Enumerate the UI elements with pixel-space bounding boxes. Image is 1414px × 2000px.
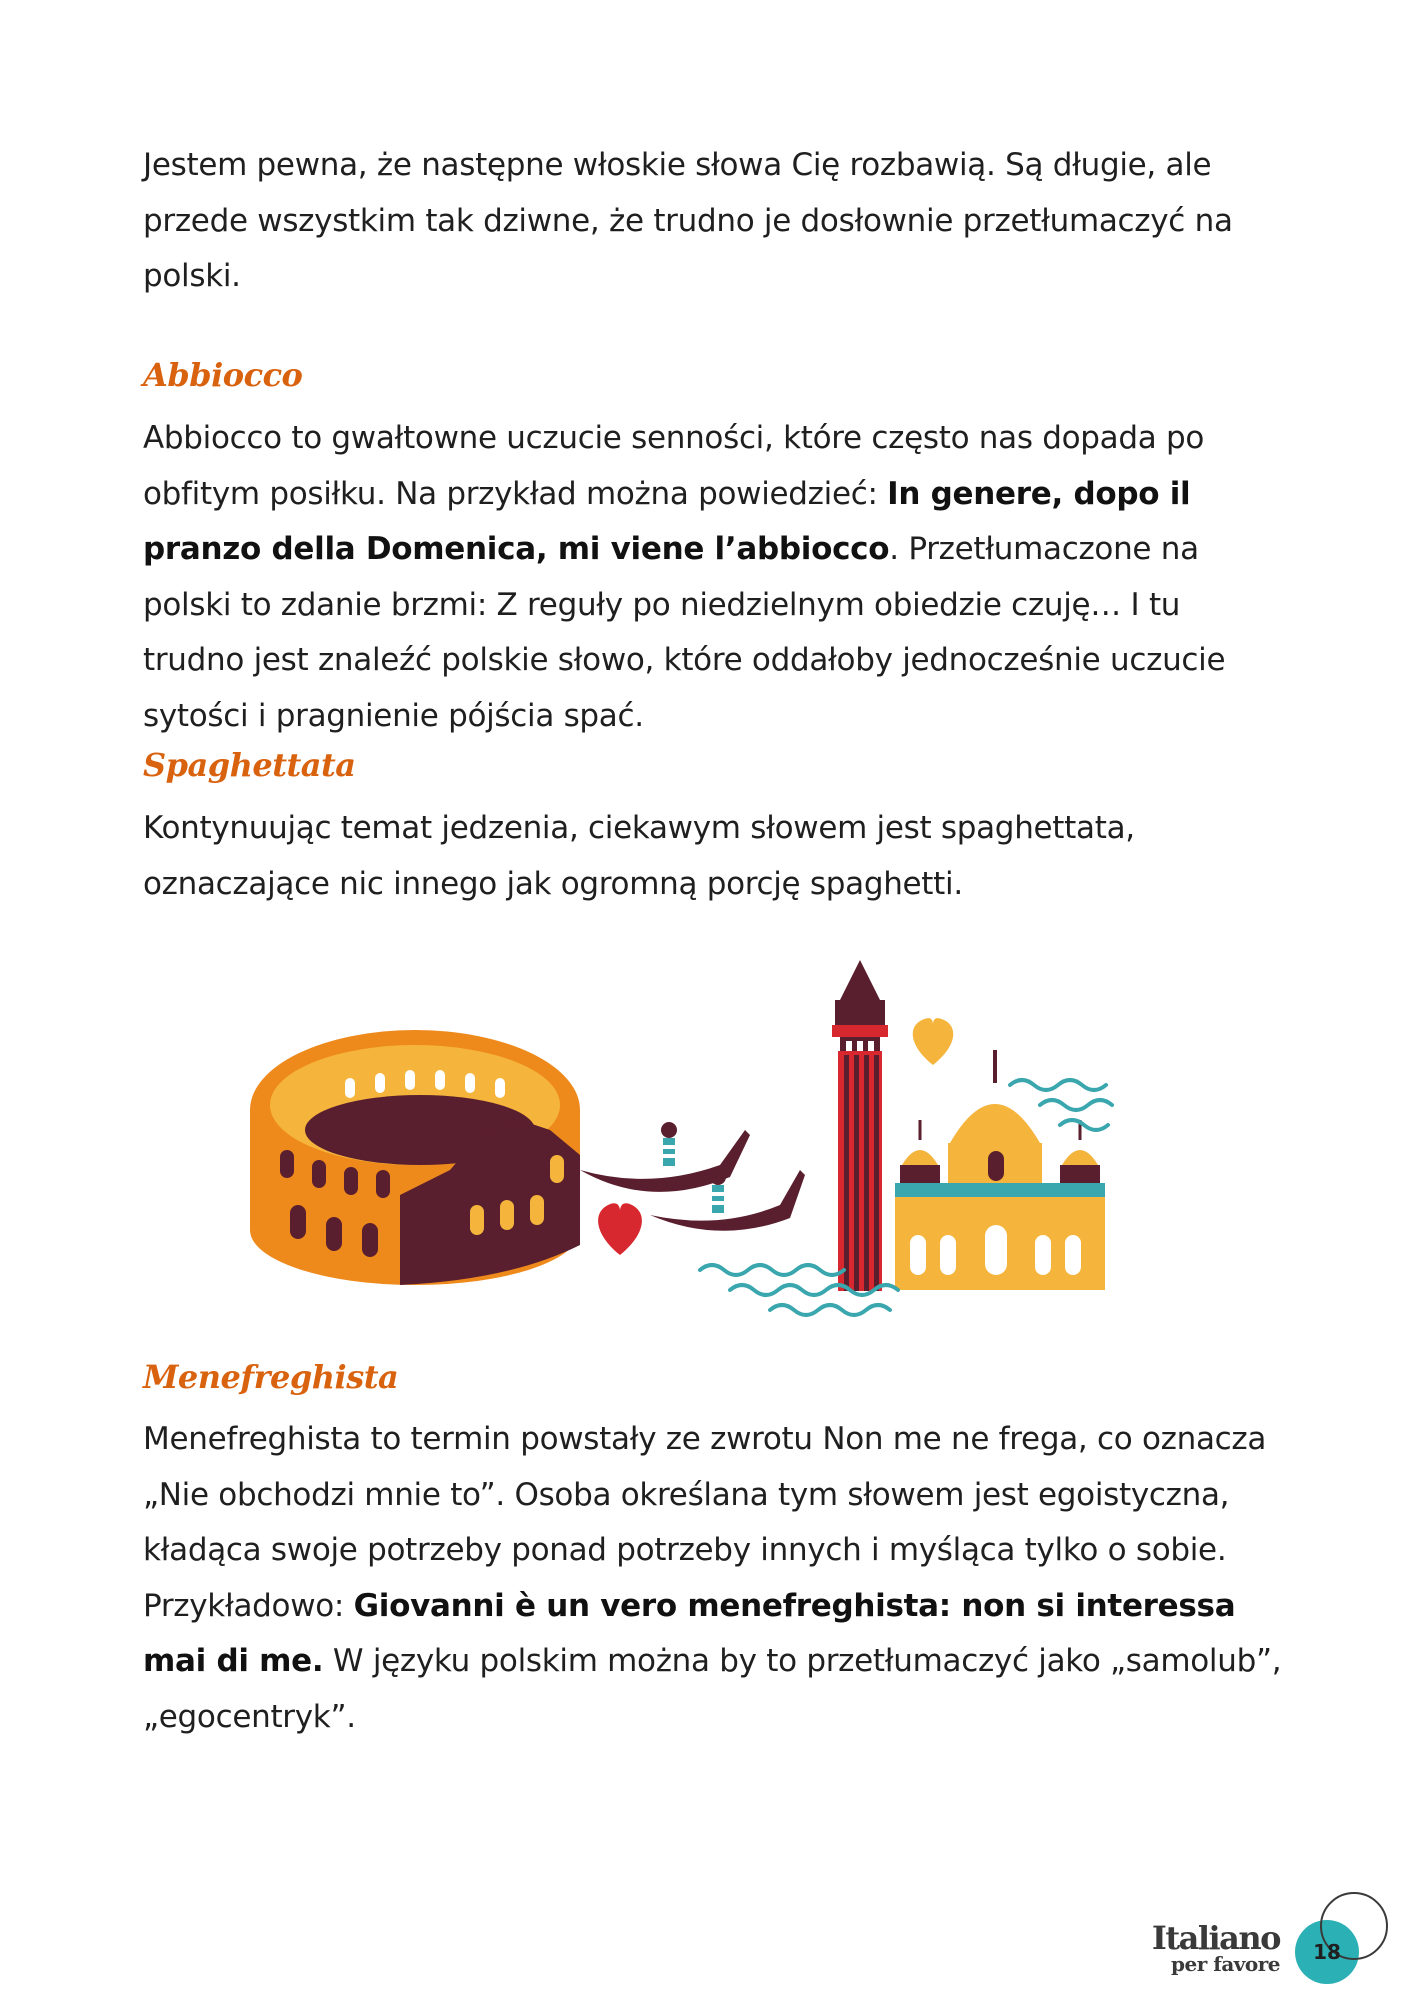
heading-abbiocco: Abbiocco — [143, 356, 303, 394]
basilica-icon — [895, 1050, 1105, 1290]
menefreghista-example: Giovanni è un vero menefreghista: non si interessa mai di me. — [143, 1587, 1236, 1679]
heart-icon — [913, 1018, 953, 1065]
menefreghista-text-2: W języku polskim można by to przetłumaczyć jako „samolub”, „egocentryk”. — [143, 1643, 1282, 1735]
brand-logo — [1150, 1919, 1280, 1976]
heading-spaghettata: Spaghettata — [143, 746, 356, 784]
brand-logo-sub: per favore — [1171, 1952, 1280, 1976]
page-number: 18 — [1313, 1940, 1341, 1964]
abbiocco-example: In genere, dopo il pranzo della Domenica, mi viene l’abbiocco — [143, 475, 1191, 567]
abbiocco-paragraph — [143, 411, 1283, 744]
colosseum-icon — [250, 1030, 580, 1285]
heading-menefreghista: Menefreghista — [143, 1358, 399, 1396]
menefreghista-paragraph — [143, 1412, 1283, 1745]
abbiocco-text-2: . Przetłumaczone na polski to zdanie brzmi: Z reguły po niedzielnym obiedzie czuję… I tu trudno jest znaleźć polskie słowo, które oddałoby jednocześnie uczucie sytości i pragnienie pójścia spać. — [143, 531, 1226, 734]
heart-icon — [598, 1203, 642, 1255]
intro-paragraph: Jestem pewna, że następne włoskie słowa Cię rozbawią. Są długie, ale przede wszystkim tak dziwne, że trudno je dosłownie przetłumaczyć na polski. — [143, 147, 1233, 294]
brand-logo-main: Italiano — [1151, 1919, 1280, 1957]
spaghettata-paragraph: Kontynuując temat jedzenia, ciekawym słowem jest spaghettata, oznaczające nic innego jak ogromną porcję spaghetti. — [143, 810, 1135, 902]
abbiocco-text-1: Abbiocco to gwałtowne uczucie senności, które często nas dopada po obfitym posiłku. Na przykład można powiedzieć: — [143, 420, 1205, 512]
campanile-tower-icon — [832, 960, 888, 1291]
italy-landmarks-illustration — [250, 955, 1170, 1320]
menefreghista-text-1: Menefreghista to termin powstały ze zwrotu Non me ne frega, co oznacza „Nie obchodzi mnie to”. Osoba określana tym słowem jest egoistyczna, kładąca swoje potrzeby ponad potrzeby innych i myśląca tylko o sobie. Przykładowo: — [143, 1421, 1267, 1624]
